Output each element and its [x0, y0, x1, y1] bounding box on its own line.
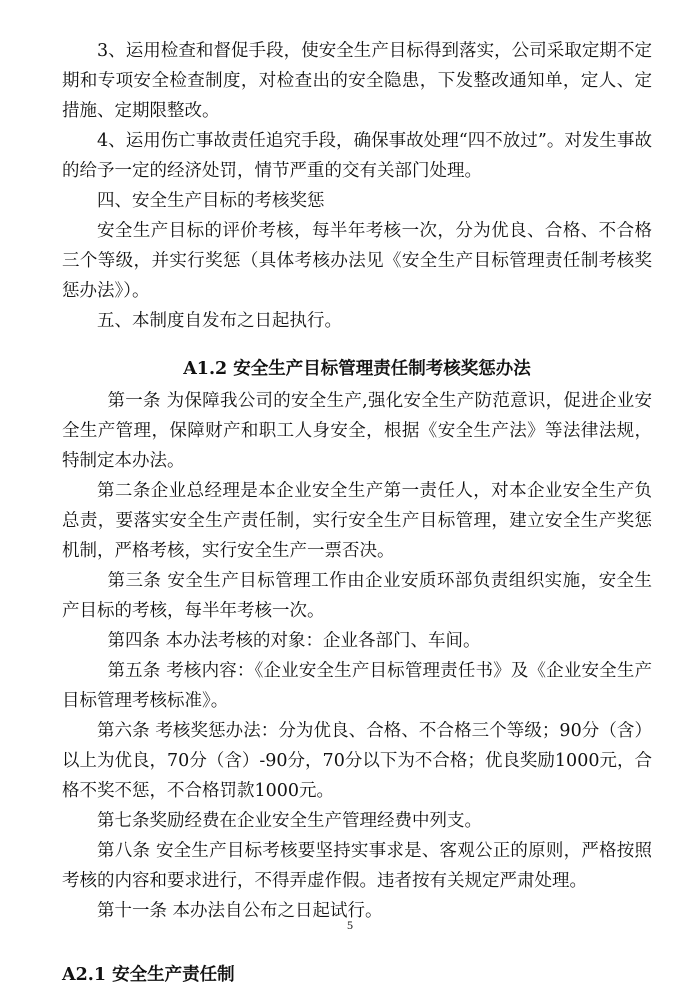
section-title-a21: A2.1 安全生产责任制: [62, 965, 235, 985]
paragraph-effective-date: 五、本制度自发布之日起执行。: [97, 311, 342, 331]
paragraph-inspection: 3、运用检查和督促手段，使安全生产目标得到落实，公司采取定期不定期和专项安全检查制度，对检查出的安全隐患，下发整改通知单，定人、定措施、定期限整改。: [62, 41, 652, 121]
article-3: 第三条 安全生产目标管理工作由企业安质环部负责组织实施，安全生产目标的考核，每半年考核一次。: [62, 571, 652, 621]
paragraph-accountability: 4、运用伤亡事故责任追究手段，确保事故处理“四不放过”。对发生事故的给予一定的经济处罚，情节严重的交有关部门处理。: [62, 131, 652, 181]
article-8: 第八条 安全生产目标考核要坚持实事求是、客观公正的原则，严格按照考核的内容和要求进行，不得弄虚作假。违者按有关规定严肃处理。: [62, 841, 652, 891]
article-1: 第一条 为保障我公司的安全生产,强化安全生产防范意识，促进企业安全生产管理，保障财产和职工人身安全，根据《安全生产法》等法律法规，特制定本办法。: [62, 391, 652, 471]
document-body: [62, 36, 652, 990]
article-7: 第七条奖励经费在企业安全生产管理经费中列支。: [97, 811, 482, 831]
article-5: 第五条 考核内容：《企业安全生产目标管理责任书》及《企业安全生产目标管理考核标准》。: [62, 661, 652, 711]
paragraph-assessment: 安全生产目标的评价考核，每半年考核一次，分为优良、合格、不合格三个等级，并实行奖惩（具体考核办法见《安全生产目标管理责任制考核奖惩办法》）。: [62, 221, 652, 301]
page-number: 5: [347, 918, 353, 932]
article-4: 第四条 本办法考核的对象：企业各部门、车间。: [107, 631, 481, 651]
article-2: 第二条企业总经理是本企业安全生产第一责任人，对本企业安全生产负总责，要落实安全生产责任制，实行安全生产目标管理，建立安全生产奖惩机制，严格考核，实行安全生产一票否决。: [62, 481, 652, 561]
section-title-a12: A1.2 安全生产目标管理责任制考核奖惩办法: [183, 359, 531, 379]
article-6: 第六条 考核奖惩办法：分为优良、合格、不合格三个等级；90分（含）以上为优良，70分（含）-90分，70分以下为不合格；优良奖励1000元，合格不奖不惩，不合格罚款1000元。: [62, 721, 652, 801]
paragraph-heading-assessment: 四、安全生产目标的考核奖惩: [97, 191, 325, 211]
article-11: 第十一条 本办法自公布之日起试行。: [97, 901, 383, 921]
